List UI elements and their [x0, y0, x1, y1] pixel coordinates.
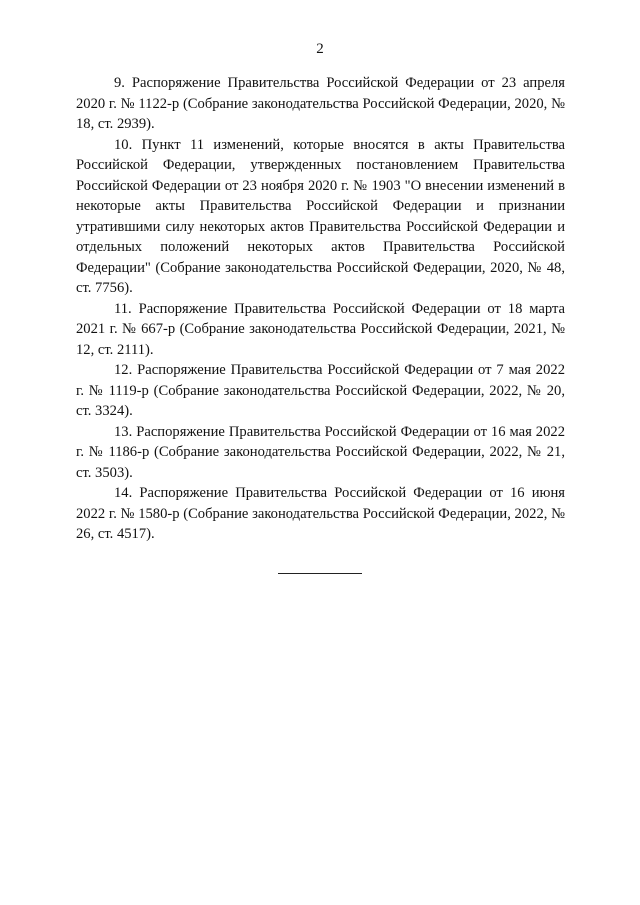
page-number: 2 [316, 41, 324, 57]
list-item-12: 12. Распоряжение Правительства Российской Федерации от 7 мая 2022 г. № 1119-р (Собрание законодательства Российской Федерации, 2022, № 20, ст. 3324). [76, 362, 565, 419]
list-item-14: 14. Распоряжение Правительства Российской Федерации от 16 июня 2022 г. № 1580-р (Собрание законодательства Российской Федерации, 2022, № 26, ст. 4517). [76, 485, 565, 542]
list-item-13: 13. Распоряжение Правительства Российской Федерации от 16 мая 2022 г. № 1186-р (Собрание законодательства Российской Федерации, 2022, № 21, ст. 3503). [76, 423, 565, 481]
list-item-10: 10. Пункт 11 изменений, которые вносятся в акты Правительства Российской Федерации, утвержденных постановлением Правительства Российской Федерации от 23 ноября 2020 г. № 1903 "О внесении изменений в некоторые акты Правительства Российской Федерации и признании утратившими силу некоторых актов Правительства Российской Федерации и отдельных положений некоторых актов Правительства Российской Федерации" (Собрание законодательства Российской Федерации, 2020, № 48, ст. 7756). [76, 136, 565, 296]
list-item-11: 11. Распоряжение Правительства Российской Федерации от 18 марта 2021 г. № 667-р (Собрание законодательства Российской Федерации, 2021, № 12, ст. 2111). [76, 300, 565, 358]
end-of-document-divider [278, 573, 362, 574]
document-body [76, 73, 565, 545]
list-item-9: 9. Распоряжение Правительства Российской Федерации от 23 апреля 2020 г. № 1122-р (Собрание законодательства Российской Федерации, 2020, № 18, ст. 2939). [76, 75, 565, 132]
